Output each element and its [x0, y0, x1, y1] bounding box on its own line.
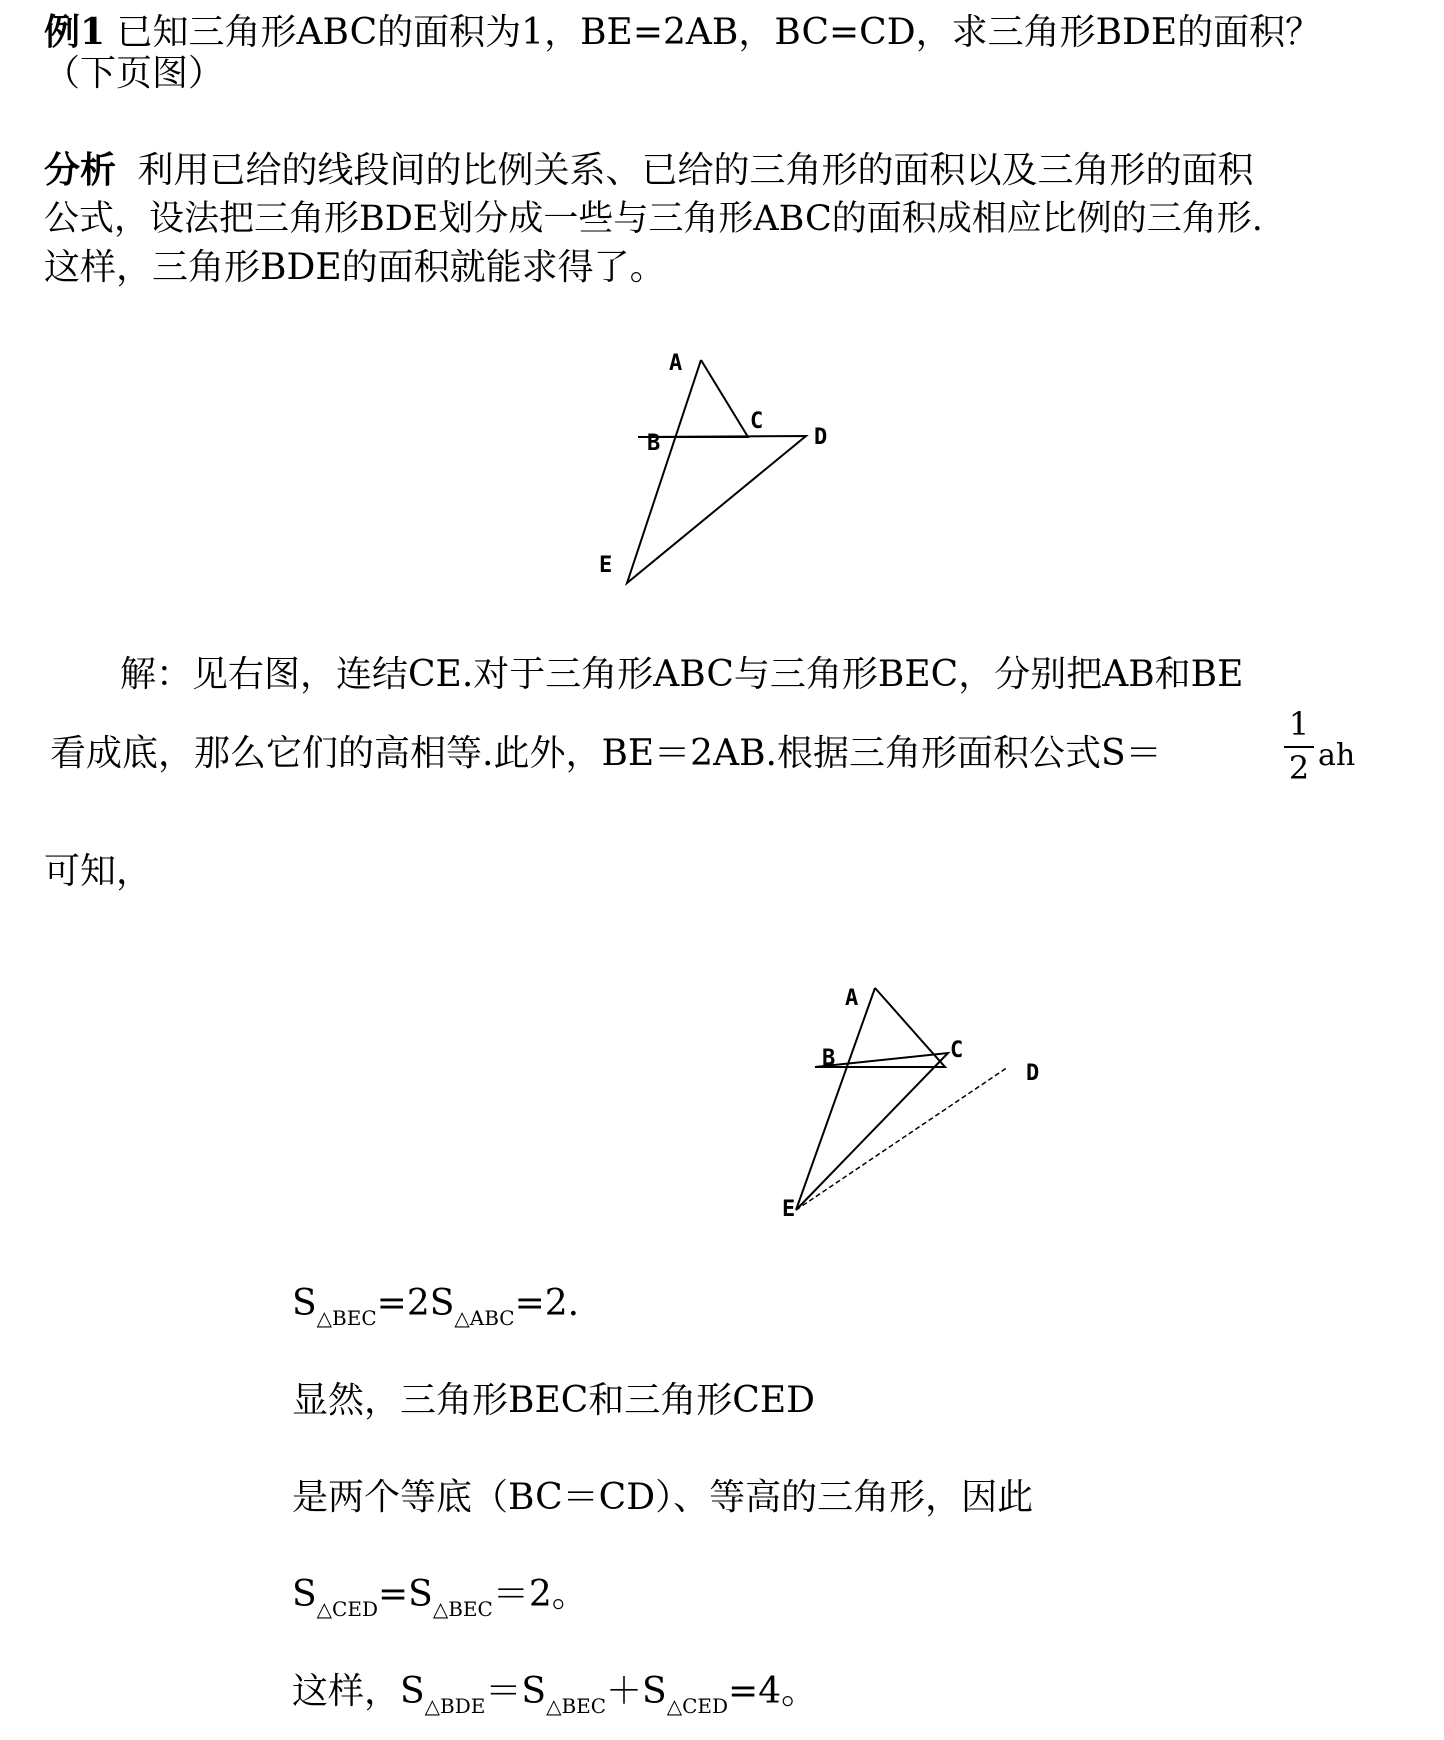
- analysis-line-2: 公式，设法把三角形BDE划分成一些与三角形ABC的面积成相应比例的三角形.: [44, 199, 1263, 239]
- example-line-1: [44, 11, 1322, 53]
- eq3-sub-ced: △CED: [666, 1694, 729, 1718]
- analysis-label: 分析: [44, 149, 117, 191]
- solution-line-3: 可知，: [44, 851, 153, 892]
- eq1-mid: =2S: [376, 1283, 455, 1324]
- equation-3: [292, 1671, 818, 1718]
- obvious-line-2: 是两个等底（BC＝CD）、等高的三角形，因此: [292, 1477, 1034, 1518]
- formula-ah: ah: [1318, 738, 1356, 773]
- eq2-end: ＝2。: [492, 1574, 588, 1615]
- eq1-sub-bec: △BEC: [316, 1306, 377, 1330]
- example-text-1: 已知三角形ABC的面积为1，BE=2AB，BC=CD，求三角形BDE的面积？: [116, 12, 1322, 53]
- figure2-label-a: A: [845, 986, 859, 1011]
- obvious-line-1: 显然，三角形BEC和三角形CED: [292, 1380, 815, 1421]
- fraction-bar: [1284, 746, 1314, 748]
- eq2-sub-bec: △BEC: [432, 1597, 493, 1621]
- triangle-figure-1: [580, 348, 880, 598]
- figure1-lines: [627, 360, 806, 583]
- analysis-line-3: 这样，三角形BDE的面积就能求得了。: [44, 247, 666, 288]
- eq1-s: S: [292, 1283, 317, 1324]
- solution-line-1: 解：见右图，连结CE.对于三角形ABC与三角形BEC，分别把AB和BE: [120, 654, 1244, 695]
- figure2-lines: [796, 988, 948, 1210]
- eq3-sub-bde: △BDE: [424, 1694, 486, 1718]
- eq1-end: =2.: [514, 1283, 580, 1324]
- eq3-end: =4。: [728, 1671, 818, 1712]
- figure1-label-b: B: [647, 431, 661, 456]
- figure2-label-d: D: [1026, 1061, 1040, 1086]
- analysis-text-1: 利用已给的线段间的比例关系、已给的三角形的面积以及三角形的面积: [137, 150, 1254, 191]
- figure1-label-d: D: [814, 425, 828, 450]
- analysis-line-1: [44, 149, 1254, 191]
- equation-2: [292, 1574, 588, 1621]
- eq3-sub-bec: △BEC: [546, 1694, 607, 1718]
- figure1-label-c: C: [750, 409, 764, 434]
- figure1-label-e: E: [599, 553, 613, 578]
- solution-line-2: 看成底，那么它们的高相等.此外，BE＝2AB.根据三角形面积公式S＝: [50, 733, 1162, 774]
- eq2-sub-ced: △CED: [316, 1597, 378, 1621]
- eq2-mid: =S: [378, 1574, 433, 1615]
- eq3-mid1: ＝S: [485, 1671, 547, 1712]
- eq3-mid2: ＋S: [606, 1671, 667, 1712]
- equation-1: [292, 1283, 580, 1330]
- figure2-dashed-line: [796, 1067, 1008, 1210]
- example-line-2: （下页图）: [44, 53, 225, 94]
- example-label: 例1: [44, 11, 106, 53]
- eq3-pre: 这样，S: [292, 1671, 425, 1712]
- figure2-label-b: B: [822, 1046, 836, 1071]
- figure2-label-e: E: [782, 1197, 796, 1222]
- fraction-numerator: 1: [1288, 705, 1310, 743]
- fraction-denominator: 2: [1288, 749, 1310, 787]
- figure1-label-a: A: [669, 351, 683, 376]
- figure2-label-c: C: [950, 1038, 964, 1063]
- eq1-sub-abc: △ABC: [454, 1306, 515, 1330]
- eq2-s: S: [292, 1574, 317, 1615]
- triangle-figure-2: [760, 980, 1080, 1230]
